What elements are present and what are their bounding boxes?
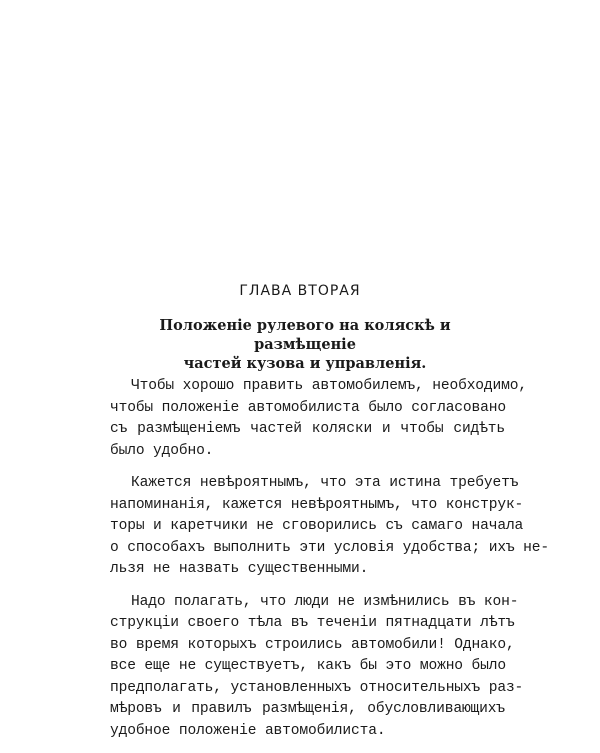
text-line: все еще не существуетъ, какъ бы это можно было — [110, 658, 506, 674]
text-line: мѣровъ и правилъ размѣщенiя, обусловливающихъ — [110, 701, 505, 717]
text-line: Кажется невѣроятнымъ, что эта истина требуетъ — [131, 475, 519, 491]
text-line: струкцiи своего тѣла въ теченiи пятнадцати лѣтъ — [110, 615, 515, 631]
chapter-heading: ГЛАВА ВТОРАЯ — [239, 283, 361, 299]
text-line: предполагать, установленныхъ относительныхъ раз- — [110, 679, 524, 696]
text-line: о способахъ выполнить эти условiя удобства; ихъ не- — [110, 539, 549, 556]
paragraph — [110, 473, 549, 581]
chapter-title-line: Положенiе рулевого на коляскѣ и размѣщенiе — [159, 317, 451, 353]
paragraph — [110, 592, 524, 743]
text-line: Чтобы хорошо править автомобилемъ, необходимо, — [131, 378, 527, 394]
text-line: Надо полагать, что люди не измѣнились въ кон- — [131, 593, 519, 610]
text-line: льзя не назвать существенными. — [110, 561, 369, 577]
body-text — [110, 376, 549, 753]
text-line: напоминанiя, кажется невѣроятнымъ, что конструк- — [110, 496, 524, 513]
text-line: во время которыхъ строились автомобили! Однако, — [110, 636, 515, 653]
paragraph — [110, 376, 527, 462]
text-line: удобное положенiе автомобилиста. — [110, 722, 386, 739]
text-line: торы и каретчики не сговорились съ самаго начала — [110, 518, 524, 534]
text-line: было удобно. — [110, 442, 214, 459]
text-line: чтобы положенiе автомобилиста было согласовано — [110, 399, 506, 416]
chapter-title-line: частей кузова и управленiя. — [183, 355, 427, 372]
text-line: съ размѣщенiемъ частей коляски и чтобы сидѣть — [110, 421, 505, 437]
chapter-title — [110, 316, 500, 373]
